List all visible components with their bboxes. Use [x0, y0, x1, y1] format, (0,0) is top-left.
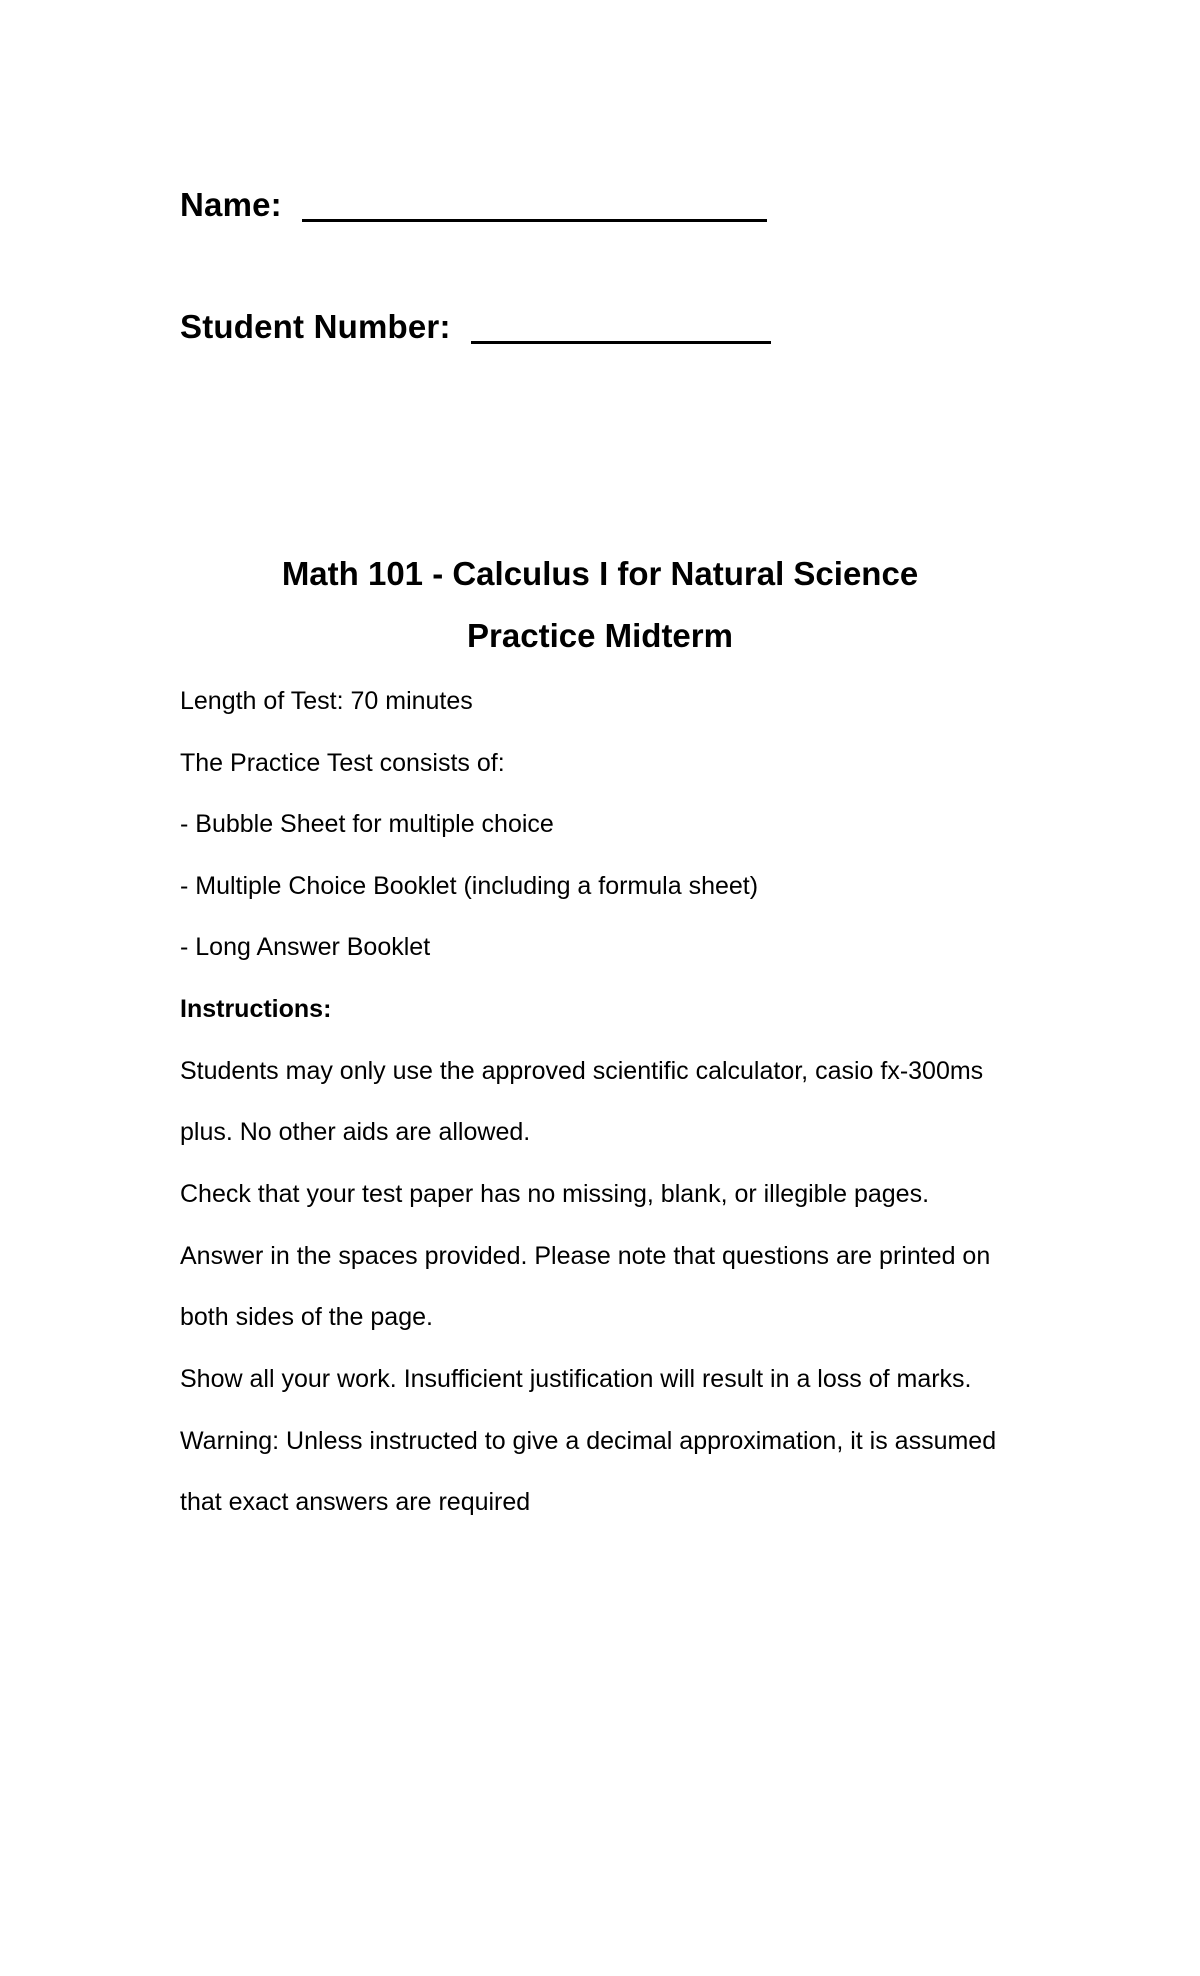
exam-title: Practice Midterm	[467, 617, 733, 654]
instruction-line: Warning: Unless instructed to give a decimal approximation, it is assumed	[180, 1427, 997, 1455]
instruction-line: Answer in the spaces provided. Please note that questions are printed on	[180, 1242, 991, 1270]
instructions-heading: Instructions:	[180, 995, 332, 1023]
student-number-label: Student Number:	[180, 308, 451, 345]
student-number-blank-line[interactable]	[471, 311, 771, 344]
instruction-line: that exact answers are required	[180, 1488, 531, 1516]
instruction-line: Check that your test paper has no missing, blank, or illegible pages.	[180, 1180, 930, 1208]
instruction-line: Show all your work. Insufficient justification will result in a loss of marks.	[180, 1365, 972, 1393]
name-blank-line[interactable]	[302, 189, 767, 222]
name-label: Name:	[180, 186, 282, 223]
list-item: - Bubble Sheet for multiple choice	[180, 810, 554, 838]
consists-of-heading: The Practice Test consists of:	[180, 749, 505, 777]
course-title: Math 101 - Calculus I for Natural Science	[281, 555, 919, 592]
name-field	[180, 186, 767, 224]
instruction-line: plus. No other aids are allowed.	[180, 1118, 531, 1146]
instruction-line: both sides of the page.	[180, 1303, 433, 1331]
instruction-line: Students may only use the approved scientific calculator, casio fx-300ms	[180, 1057, 984, 1085]
list-item: - Multiple Choice Booklet (including a formula sheet)	[180, 872, 759, 900]
test-length: Length of Test: 70 minutes	[180, 687, 473, 715]
list-item: - Long Answer Booklet	[180, 933, 431, 961]
student-number-field	[180, 308, 771, 346]
